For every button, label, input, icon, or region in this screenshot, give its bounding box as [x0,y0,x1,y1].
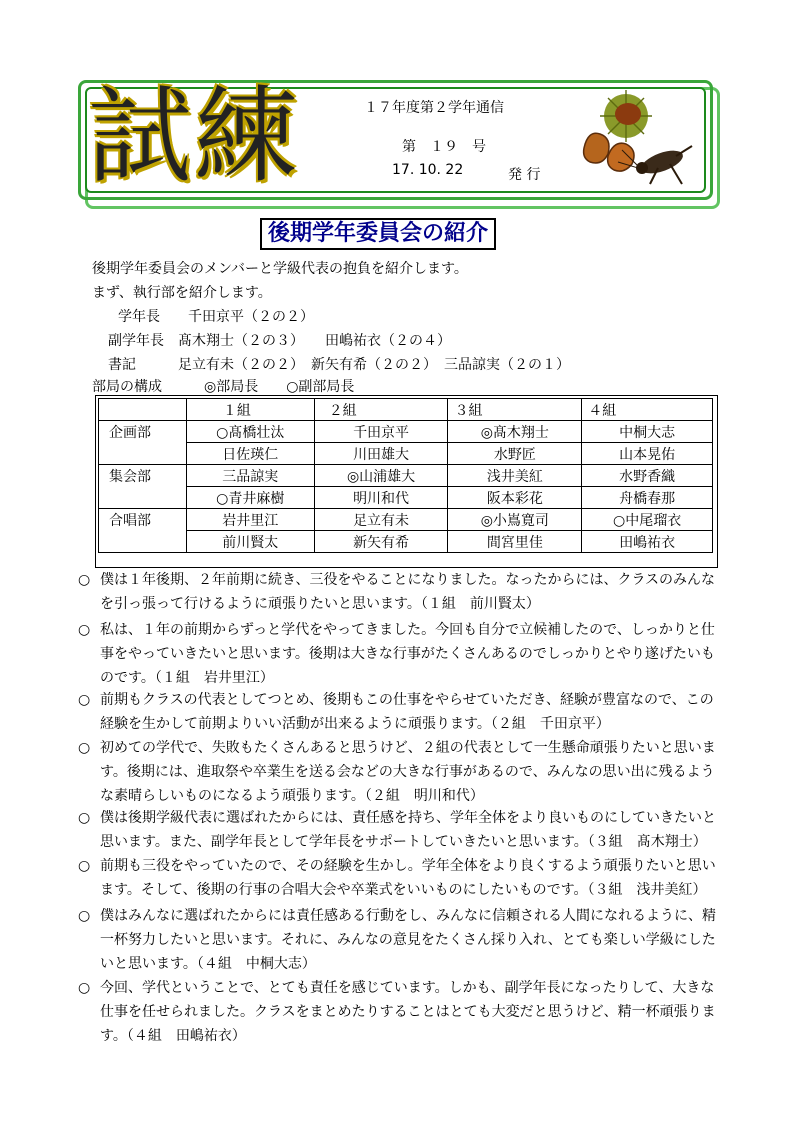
message-paragraph [78,736,718,808]
message-text: 僕はみんなに選ばれたからには責任感ある行動をし、みんなに信頼される人間になれるように、精一杯努力したいと思います。それに、みんなの意見をたくさん採り入れ、とても楽しい学級にしたいと思います。（４組 中桐大志） [100,908,716,972]
role-vice-leader: 副学年長 髙木翔士（２の３） 田嶋祐衣（２の４） [108,333,451,349]
table-cell: 千田京平 [314,421,448,443]
chestnut-burr-icon [600,90,652,142]
article-title: 後期学年委員会の紹介 [260,218,496,250]
message-text: 前期もクラスの代表としてつとめ、後期もこの仕事をやらせていただき、経験が豊富なので、この経験を生かして前期よりいい活動が出来るように頑張ります。（２組 千田京平） [100,692,714,732]
table-cell: 明川和代 [314,487,448,509]
table-cell: ○髙橋壮汰 [186,421,314,443]
message-text: 僕は後期学級代表に選ばれたからには、責任感を持ち、学年全体をより良いものにしていきたいと思います。また、副学年長として学年長をサポートしていきたいと思います。（３組 髙木翔士） [100,810,716,850]
table-row [99,421,713,443]
table-cell: 阪本彩花 [448,487,582,509]
dept-cell [99,531,187,553]
message-text: 僕は１年後期、２年前期に続き、三役をやることになりました。なったからには、クラスのみんなを引っ張って行けるように頑張りたいと思います。（１組 前川賢太） [100,572,716,612]
table-cell: 浅井美紅 [448,465,582,487]
newsletter-logo: 試練 [88,75,301,197]
table-cell: 日佐瑛仁 [186,443,314,465]
message-paragraph [78,904,718,976]
role-secretary: 書記 足立有未（２の２） 新矢有希（２の２） 三品諒実（２の１） [108,357,570,373]
table-header-cell: ２組 [314,399,448,421]
table-header-cell: ４組 [582,399,713,421]
dept-cell [99,487,187,509]
table-cell: ○中尾瑠衣 [582,509,713,531]
table-cell: 山本晃佑 [582,443,713,465]
issue-date: 17. 10. 22 [392,162,464,178]
table-row [99,443,713,465]
table-header-row [99,399,713,421]
table-cell: 前川賢太 [186,531,314,553]
issue-label: 発 行 [508,167,541,183]
message-paragraph [78,618,718,690]
dept-cell: 合唱部 [99,509,187,531]
table-row [99,487,713,509]
table-cell: ◎山浦雄大 [314,465,448,487]
message-paragraph [78,806,718,854]
table-header-cell [99,399,187,421]
chestnut-cricket-illustration [578,86,696,194]
message-paragraph [78,568,718,616]
table-cell: 水野匠 [448,443,582,465]
table-cell: 舟橋春那 [582,487,713,509]
committee-table [98,398,713,553]
table-cell: ○青井麻樹 [186,487,314,509]
table-header-cell: １組 [186,399,314,421]
message-text: 私は、１年の前期からずっと学代をやってきました。今回も自分で立候補したので、しっかりと仕事をやっていきたいと思います。後期は大きな行事がたくさんあるのでしっかりとやり遂げたいものです。（１組 岩井里江） [100,622,715,686]
role-leader: 学年長 千田京平（２の２） [118,309,314,325]
message-paragraph [78,854,718,902]
message-paragraph [78,688,718,736]
table-cell: 間宮里佳 [448,531,582,553]
table-cell: 水野香織 [582,465,713,487]
message-text: 前期も三役をやっていたので、その経験を生かし。学年全体をより良くするよう頑張りたいと思います。そして、後期の行事の合唱大会や卒業式をいいものにしたいものです。（３組 浅井美紅） [100,858,716,898]
dept-cell: 企画部 [99,421,187,443]
table-header-cell: ３組 [448,399,582,421]
table-cell: 新矢有希 [314,531,448,553]
table-cell: ◎髙木翔士 [448,421,582,443]
intro-text: 後期学年委員会のメンバーと学級代表の抱負を紹介します。 [92,261,468,277]
table-cell: 岩井里江 [186,509,314,531]
table-row [99,531,713,553]
table-row [99,465,713,487]
table-row [99,509,713,531]
table-cell: 川田雄大 [314,443,448,465]
table-cell: 三品諒実 [186,465,314,487]
intro-text-2: まず、執行部を紹介します。 [92,285,272,301]
issue-number: 第 １９ 号 [402,139,486,155]
bullet-icon: ○ [78,908,91,924]
newsletter-subtitle: １７年度第２学年通信 [364,100,504,116]
bullet-icon: ○ [78,692,91,708]
table-cell: 田嶋祐衣 [582,531,713,553]
bullet-icon: ○ [78,858,91,874]
message-paragraph [78,976,718,1048]
bullet-icon: ○ [78,622,91,638]
table-cell: 足立有未 [314,509,448,531]
bullet-icon: ○ [78,740,91,756]
structure-label: 部局の構成 ◎部局長 ○副部局長 [92,379,355,395]
message-text: 今回、学代ということで、とても責任を感じています。しかも、副学年長になったりして、大きな仕事を任せられました。クラスをまとめたりすることはとても大変だと思うけど、精一杯頑張ります。（４組 田嶋祐衣） [100,980,716,1044]
bullet-icon: ○ [78,980,91,996]
bullet-icon: ○ [78,572,91,588]
table-cell: ◎小嶌寛司 [448,509,582,531]
dept-cell: 集会部 [99,465,187,487]
bullet-icon: ○ [78,810,91,826]
table-cell: 中桐大志 [582,421,713,443]
dept-cell [99,443,187,465]
message-text: 初めての学代で、失敗もたくさんあると思うけど、２組の代表として一生懸命頑張りたいと思います。後期には、進取祭や卒業生を送る会などの大きな行事があるので、みんなの思い出に残るような素晴らしいものになるよう頑張ります。（２組 明川和代） [100,740,716,804]
